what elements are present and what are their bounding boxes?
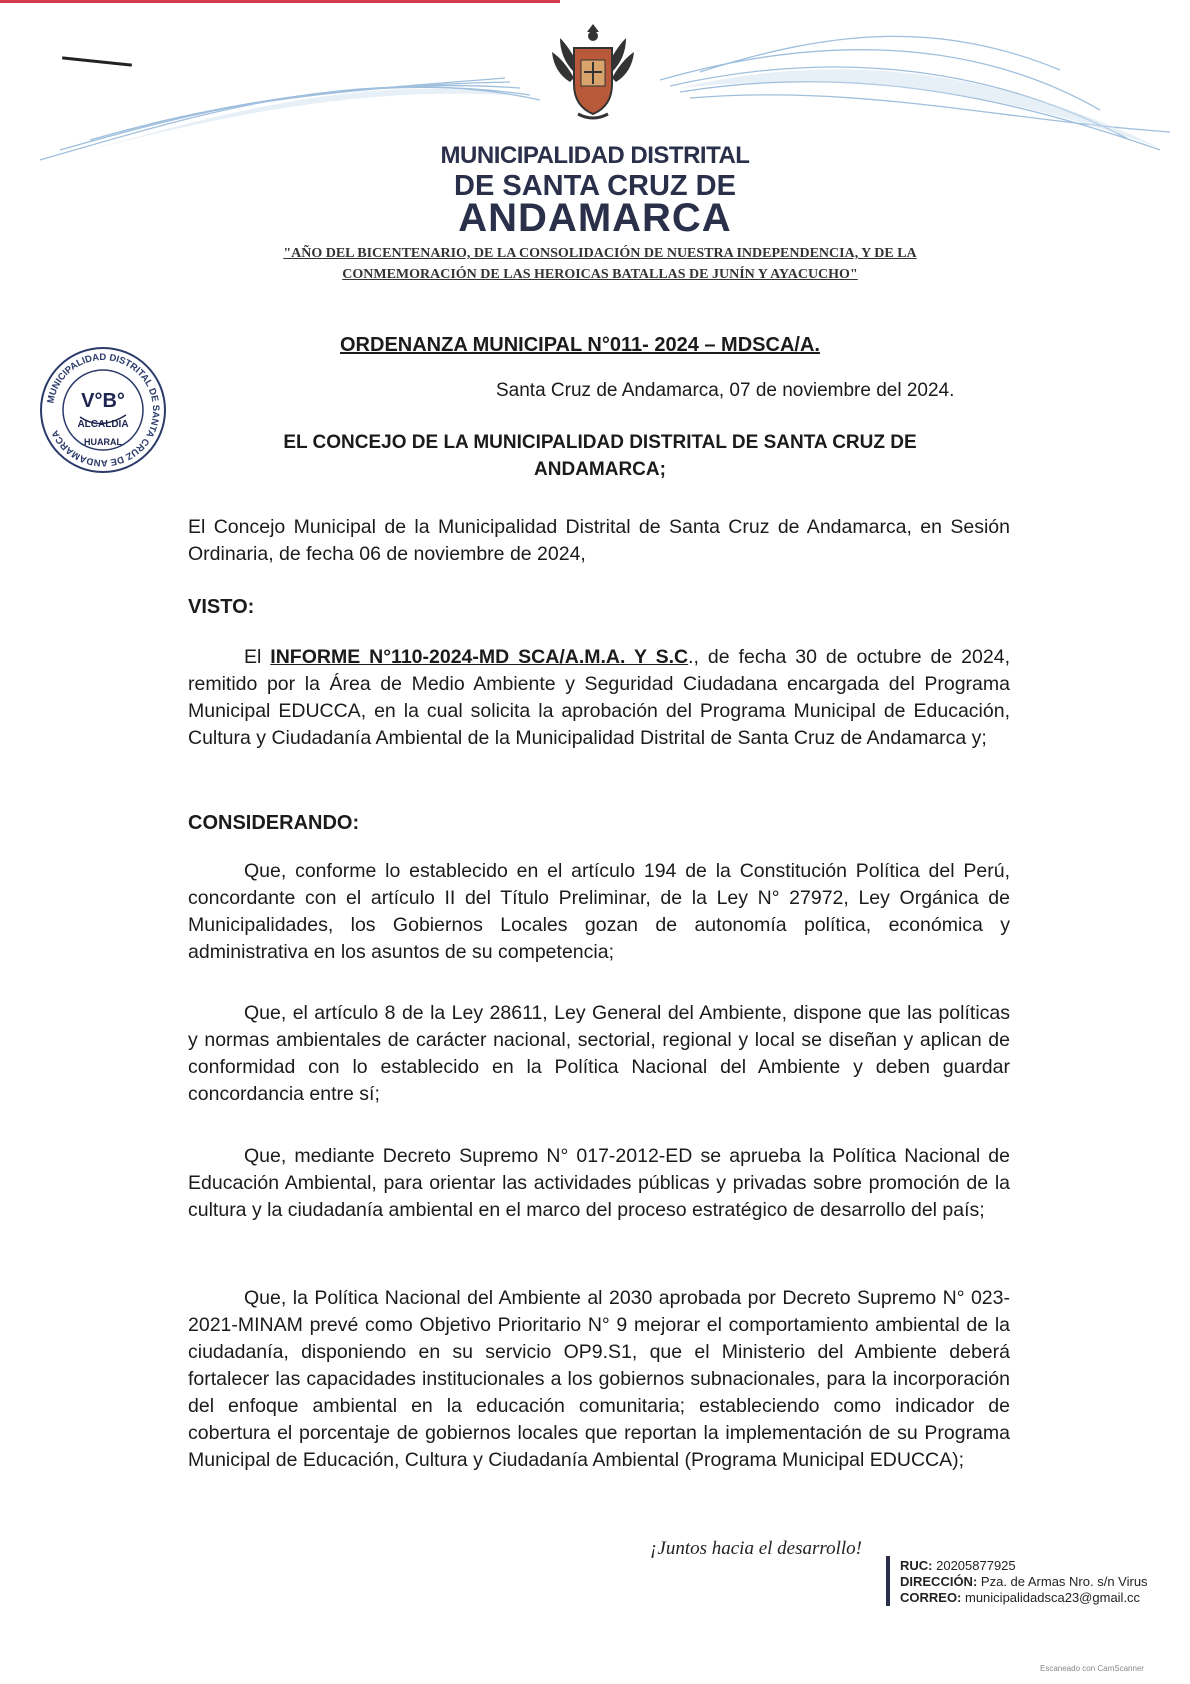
council-heading-line1: EL CONCEJO DE LA MUNICIPALIDAD DISTRITAL DE SANTA CRUZ DE [283,432,917,453]
footer-ruc [900,1558,1148,1574]
informe-reference: INFORME N°110-2024-MD SCA/A.M.A. Y S.C [270,646,689,668]
stamp-city: HUARAL [84,437,122,447]
footer-address-label: DIRECCIÓN: [900,1574,978,1589]
footer-divider [886,1556,890,1606]
municipality-name-line1: MUNICIPALIDAD DISTRITAL [440,142,750,169]
footer-email-value: municipalidadsca23@gmail.cc [961,1590,1141,1605]
council-heading-line2: ANDAMARCA; [534,459,666,480]
municipality-name-line2: DE SANTA CRUZ DE [454,170,736,202]
visto-paragraph [188,644,1010,752]
stamp-role: ALCALDIA [77,419,129,430]
municipality-name-line3: ANDAMARCA [458,196,732,240]
footer-slogan: ¡Juntos hacia el desarrollo! [650,1538,862,1559]
considerando-paragraph-2: Que, el artículo 8 de la Ley 28611, Ley General del Ambiente, dispone que las políticas y normas ambientales de carácter nacional, sectorial, regional y local se diseñan y aplican de conformidad con lo establecido en la Política Nacional del Ambiente y deben guardar concordancia entre sí; [188,1002,1010,1105]
year-motto-line1: "AÑO DEL BICENTENARIO, DE LA CONSOLIDACIÓN DE NUESTRA INDEPENDENCIA, Y DE LA [283,246,917,261]
footer-email-label: CORREO: [900,1590,962,1605]
stamp-ring-text: MUNICIPALIDAD DISTRITAL DE SANTA CRUZ DE ANDAMARCA [45,351,162,469]
footer-email [900,1590,1148,1606]
visto-prefix: El [244,646,271,668]
footer-address [900,1574,1148,1590]
scanner-watermark: Escaneado con CamScanner [1040,1664,1145,1673]
considerando-paragraph-1: Que, conforme lo establecido en el artículo 194 de la Constitución Política del Perú, concordante con el artículo II del Título Preliminar, de la Ley N° 27972, Ley Orgánica de Municipalidades, los Gobiernos Locales gozan de autonomía política, económica y administrativa en los asuntos de su competencia; [188,860,1010,963]
approval-stamp [38,345,168,475]
considerando-heading: CONSIDERANDO: [188,812,360,834]
council-heading [200,429,1000,483]
ordinance-title: ORDENANZA MUNICIPAL N°011- 2024 – MDSCA/A. [340,334,820,356]
considerando-paragraph-3: Que, mediante Decreto Supremo N° 017-2012-ED se aprueba la Política Nacional de Educación Ambiental, para orientar las actividades públicas y privadas sobre promoción de la cultura y la ciudadanía ambiental en el marco del proceso estratégico de desarrollo del país; [188,1145,1010,1221]
year-motto [240,243,960,285]
footer-ruc-value: 20205877925 [932,1558,1016,1573]
visto-heading: VISTO: [188,596,255,618]
municipal-crest-logo [548,18,638,126]
year-motto-line2: CONMEMORACIÓN DE LAS HEROICAS BATALLAS DE JUNÍN Y AYACUCHO" [342,267,858,282]
considerando-paragraph-4: Que, la Política Nacional del Ambiente al 2030 aprobada por Decreto Supremo N° 023-2021-MINAM prevé como Objetivo Prioritario N° 9 mejorar el comportamiento ambiental de la ciudadanía, disponiendo en su servicio OP9.S1, que el Ministerio del Ambiente deberá fortalecer las capacidades institucionales a los gobiernos subnacionales, para la incorporación del enfoque ambiental en la educación comunitaria; estableciendo como indicador de cobertura el porcentaje de gobiernos locales que reportan la implementación de su Programa Municipal de Educación, Cultura y Ciudadanía Ambiental (Programa Municipal EDUCCA); [188,1287,1010,1471]
document-date: Santa Cruz de Andamarca, 07 de noviembre del 2024. [496,380,955,401]
visto-body: ., de fecha 30 de octubre de 2024, remitido por la Área de Medio Ambiente y Seguridad Ciudadana encargada del Programa Municipal EDUCCA, en la cual solicita la aprobación del Programa Municipal de Educación, Cultura y Ciudadanía Ambiental de la Municipalidad Distrital de Santa Cruz de Andamarca y; [188,646,1010,749]
stamp-vobo: V°B° [81,390,125,412]
footer-ruc-label: RUC: [900,1558,933,1573]
intro-paragraph: El Concejo Municipal de la Municipalidad Distrital de Santa Cruz de Andamarca, en Sesión Ordinaria, de fecha 06 de noviembre de 2024, [188,516,1010,565]
footer-contact [900,1558,1148,1606]
footer-address-value: Pza. de Armas Nro. s/n Virus [977,1574,1148,1589]
